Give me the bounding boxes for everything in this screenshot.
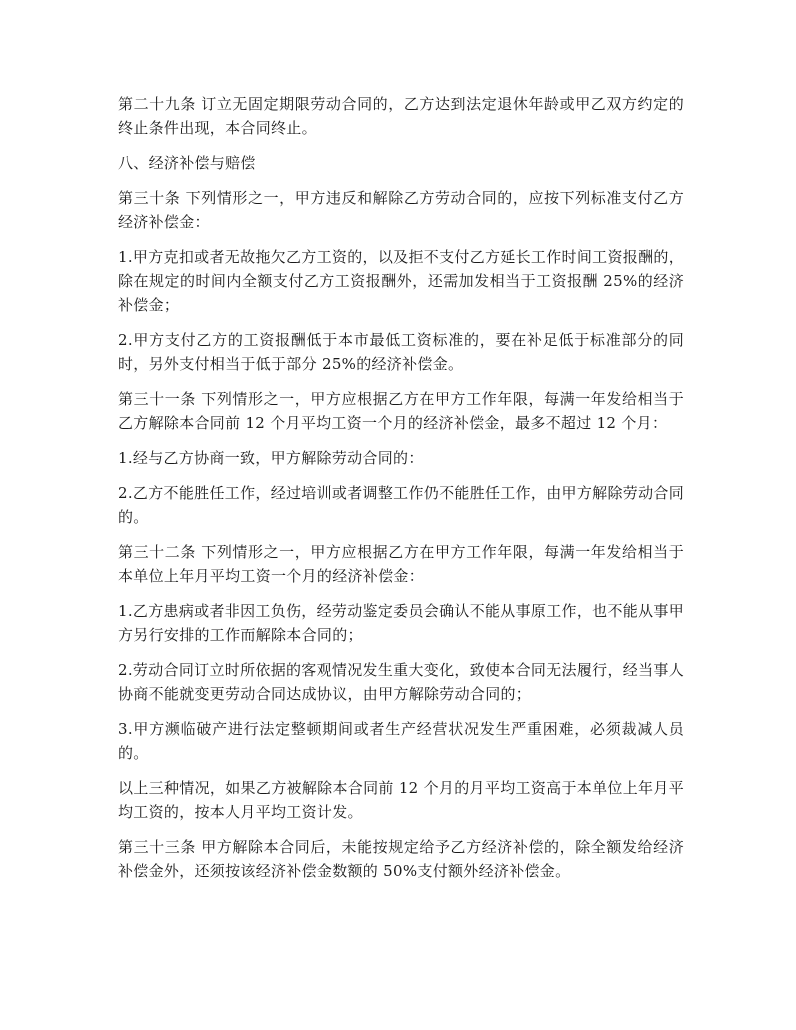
document-body: [118, 92, 684, 883]
list-item-article-30-1: 1.甲方克扣或者无故拖欠乙方工资的，以及拒不支付乙方延长工作时间工资报酬的，除在规定的时间内全额支付乙方工资报酬外，还需加发相当于工资报酬 25%的经济补偿金；: [118, 248, 684, 314]
list-item-article-30-2: 2.甲方支付乙方的工资报酬低于本市最低工资标准的，要在补足低于标准部分的同时，另外支付相当于低于部分 25%的经济补偿金。: [118, 331, 684, 373]
list-item-article-32-3: 3.甲方濒临破产进行法定整顿期间或者生产经营状况发生严重困难，必须裁减人员的。: [118, 720, 684, 762]
paragraph-article-33: 第三十三条 甲方解除本合同后，未能按规定给予乙方经济补偿的，除全额发给经济补偿金外，还须按该经济补偿金数额的 50%支付额外经济补偿金。: [118, 838, 684, 880]
section-heading-compensation: 八、经济补偿与赔偿: [118, 154, 256, 172]
paragraph-article-30: 第三十条 下列情形之一，甲方违反和解除乙方劳动合同的，应按下列标准支付乙方经济补偿金：: [118, 189, 684, 231]
paragraph-article-32: 第三十二条 下列情形之一，甲方应根据乙方在甲方工作年限，每满一年发给相当于本单位上年月平均工资一个月的经济补偿金：: [118, 543, 684, 585]
list-item-article-32-1: 1.乙方患病或者非因工负伤，经劳动鉴定委员会确认不能从事原工作，也不能从事甲方另行安排的工作而解除本合同的；: [118, 602, 684, 644]
list-item-article-31-2: 2.乙方不能胜任工作，经过培训或者调整工作仍不能胜任工作，由甲方解除劳动合同的。: [118, 484, 684, 526]
paragraph-note-three-cases: 以上三种情况，如果乙方被解除本合同前 12 个月的月平均工资高于本单位上年月平均工资的，按本人月平均工资计发。: [118, 779, 684, 821]
list-item-article-31-1: 1.经与乙方协商一致，甲方解除劳动合同的：: [118, 449, 424, 467]
paragraph-article-31: 第三十一条 下列情形之一，甲方应根据乙方在甲方工作年限，每满一年发给相当于乙方解除本合同前 12 个月平均工资一个月的经济补偿金，最多不超过 12 个月：: [118, 390, 684, 432]
paragraph-article-29: 第二十九条 订立无固定期限劳动合同的，乙方达到法定退休年龄或甲乙双方约定的终止条件出现，本合同终止。: [118, 95, 684, 137]
list-item-article-32-2: 2.劳动合同订立时所依据的客观情况发生重大变化，致使本合同无法履行，经当事人协商不能就变更劳动合同达成协议，由甲方解除劳动合同的；: [118, 661, 684, 703]
